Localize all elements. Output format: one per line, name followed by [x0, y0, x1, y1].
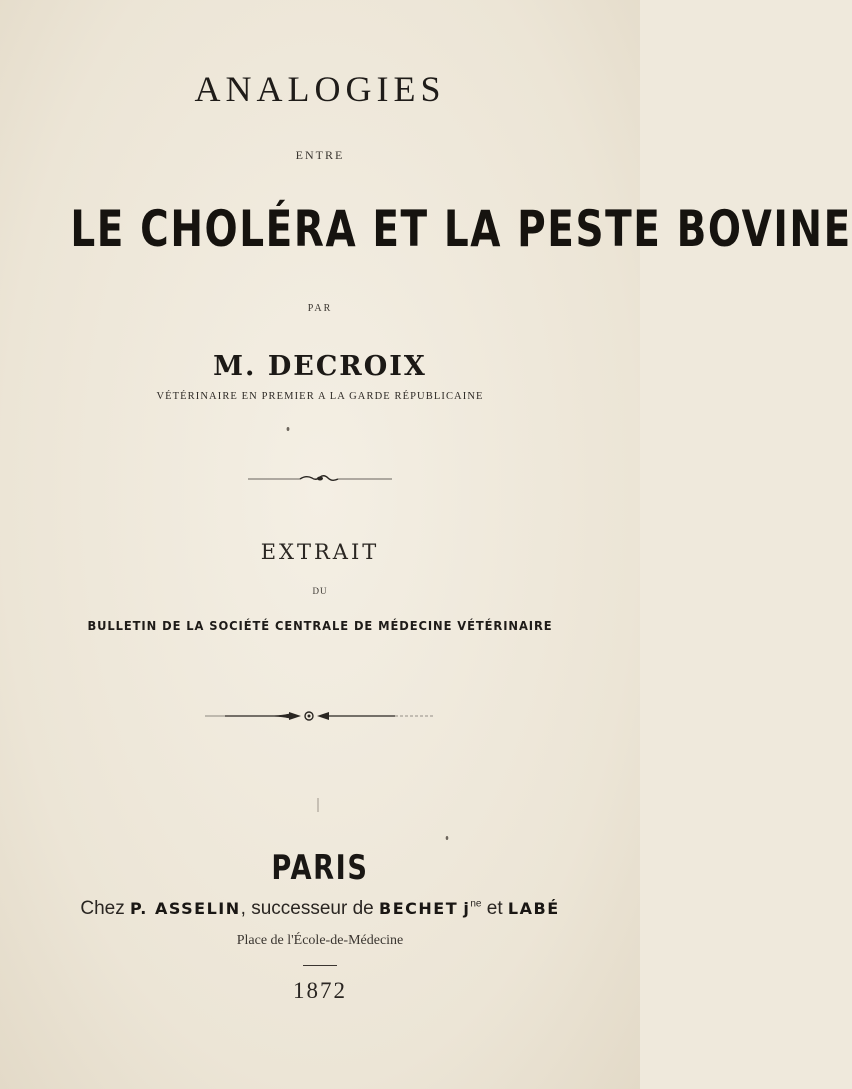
ornament-divider-icon	[248, 472, 392, 486]
du-label: DU	[312, 586, 328, 596]
publisher-name-asselin: P. ASSELIN	[130, 899, 241, 918]
publisher-address: Place de l'École-de-Médecine	[236, 933, 404, 948]
book-subject: LE CHOLÉRA ET LA PESTE BOVINE	[70, 200, 852, 258]
city-name: PARIS	[271, 848, 369, 888]
extrait-label: EXTRAIT	[260, 540, 380, 564]
publisher-successeur: , successeur de	[240, 898, 374, 919]
entre-label: ENTRE	[295, 148, 345, 162]
publisher-name-labe: LABÉ	[507, 899, 560, 918]
publisher-jeune-sup: ne	[470, 898, 482, 910]
par-label: PAR	[307, 303, 333, 314]
publisher-et: et	[486, 898, 503, 919]
publisher-line	[0, 898, 640, 920]
ink-speck	[445, 835, 449, 841]
author-role: VÉTÉRINAIRE EN PREMIER A LA GARDE RÉPUBLICAINE	[156, 391, 484, 402]
author-name: M. DECROIX	[213, 351, 427, 382]
publisher-name-bechet: BECHET	[379, 899, 459, 918]
publication-year: 1872	[293, 978, 347, 1003]
ink-speck	[286, 426, 290, 432]
ink-mark	[316, 797, 320, 813]
bulletin-name: BULLETIN DE LA SOCIÉTÉ CENTRALE DE MÉDECINE VÉTÉRINAIRE	[87, 618, 553, 633]
publisher-chez: Chez	[80, 898, 125, 919]
short-rule	[303, 965, 337, 966]
book-title: ANALOGIES	[194, 69, 446, 109]
ornament-divider-icon	[205, 708, 435, 724]
publisher-jeune: j	[463, 899, 471, 918]
